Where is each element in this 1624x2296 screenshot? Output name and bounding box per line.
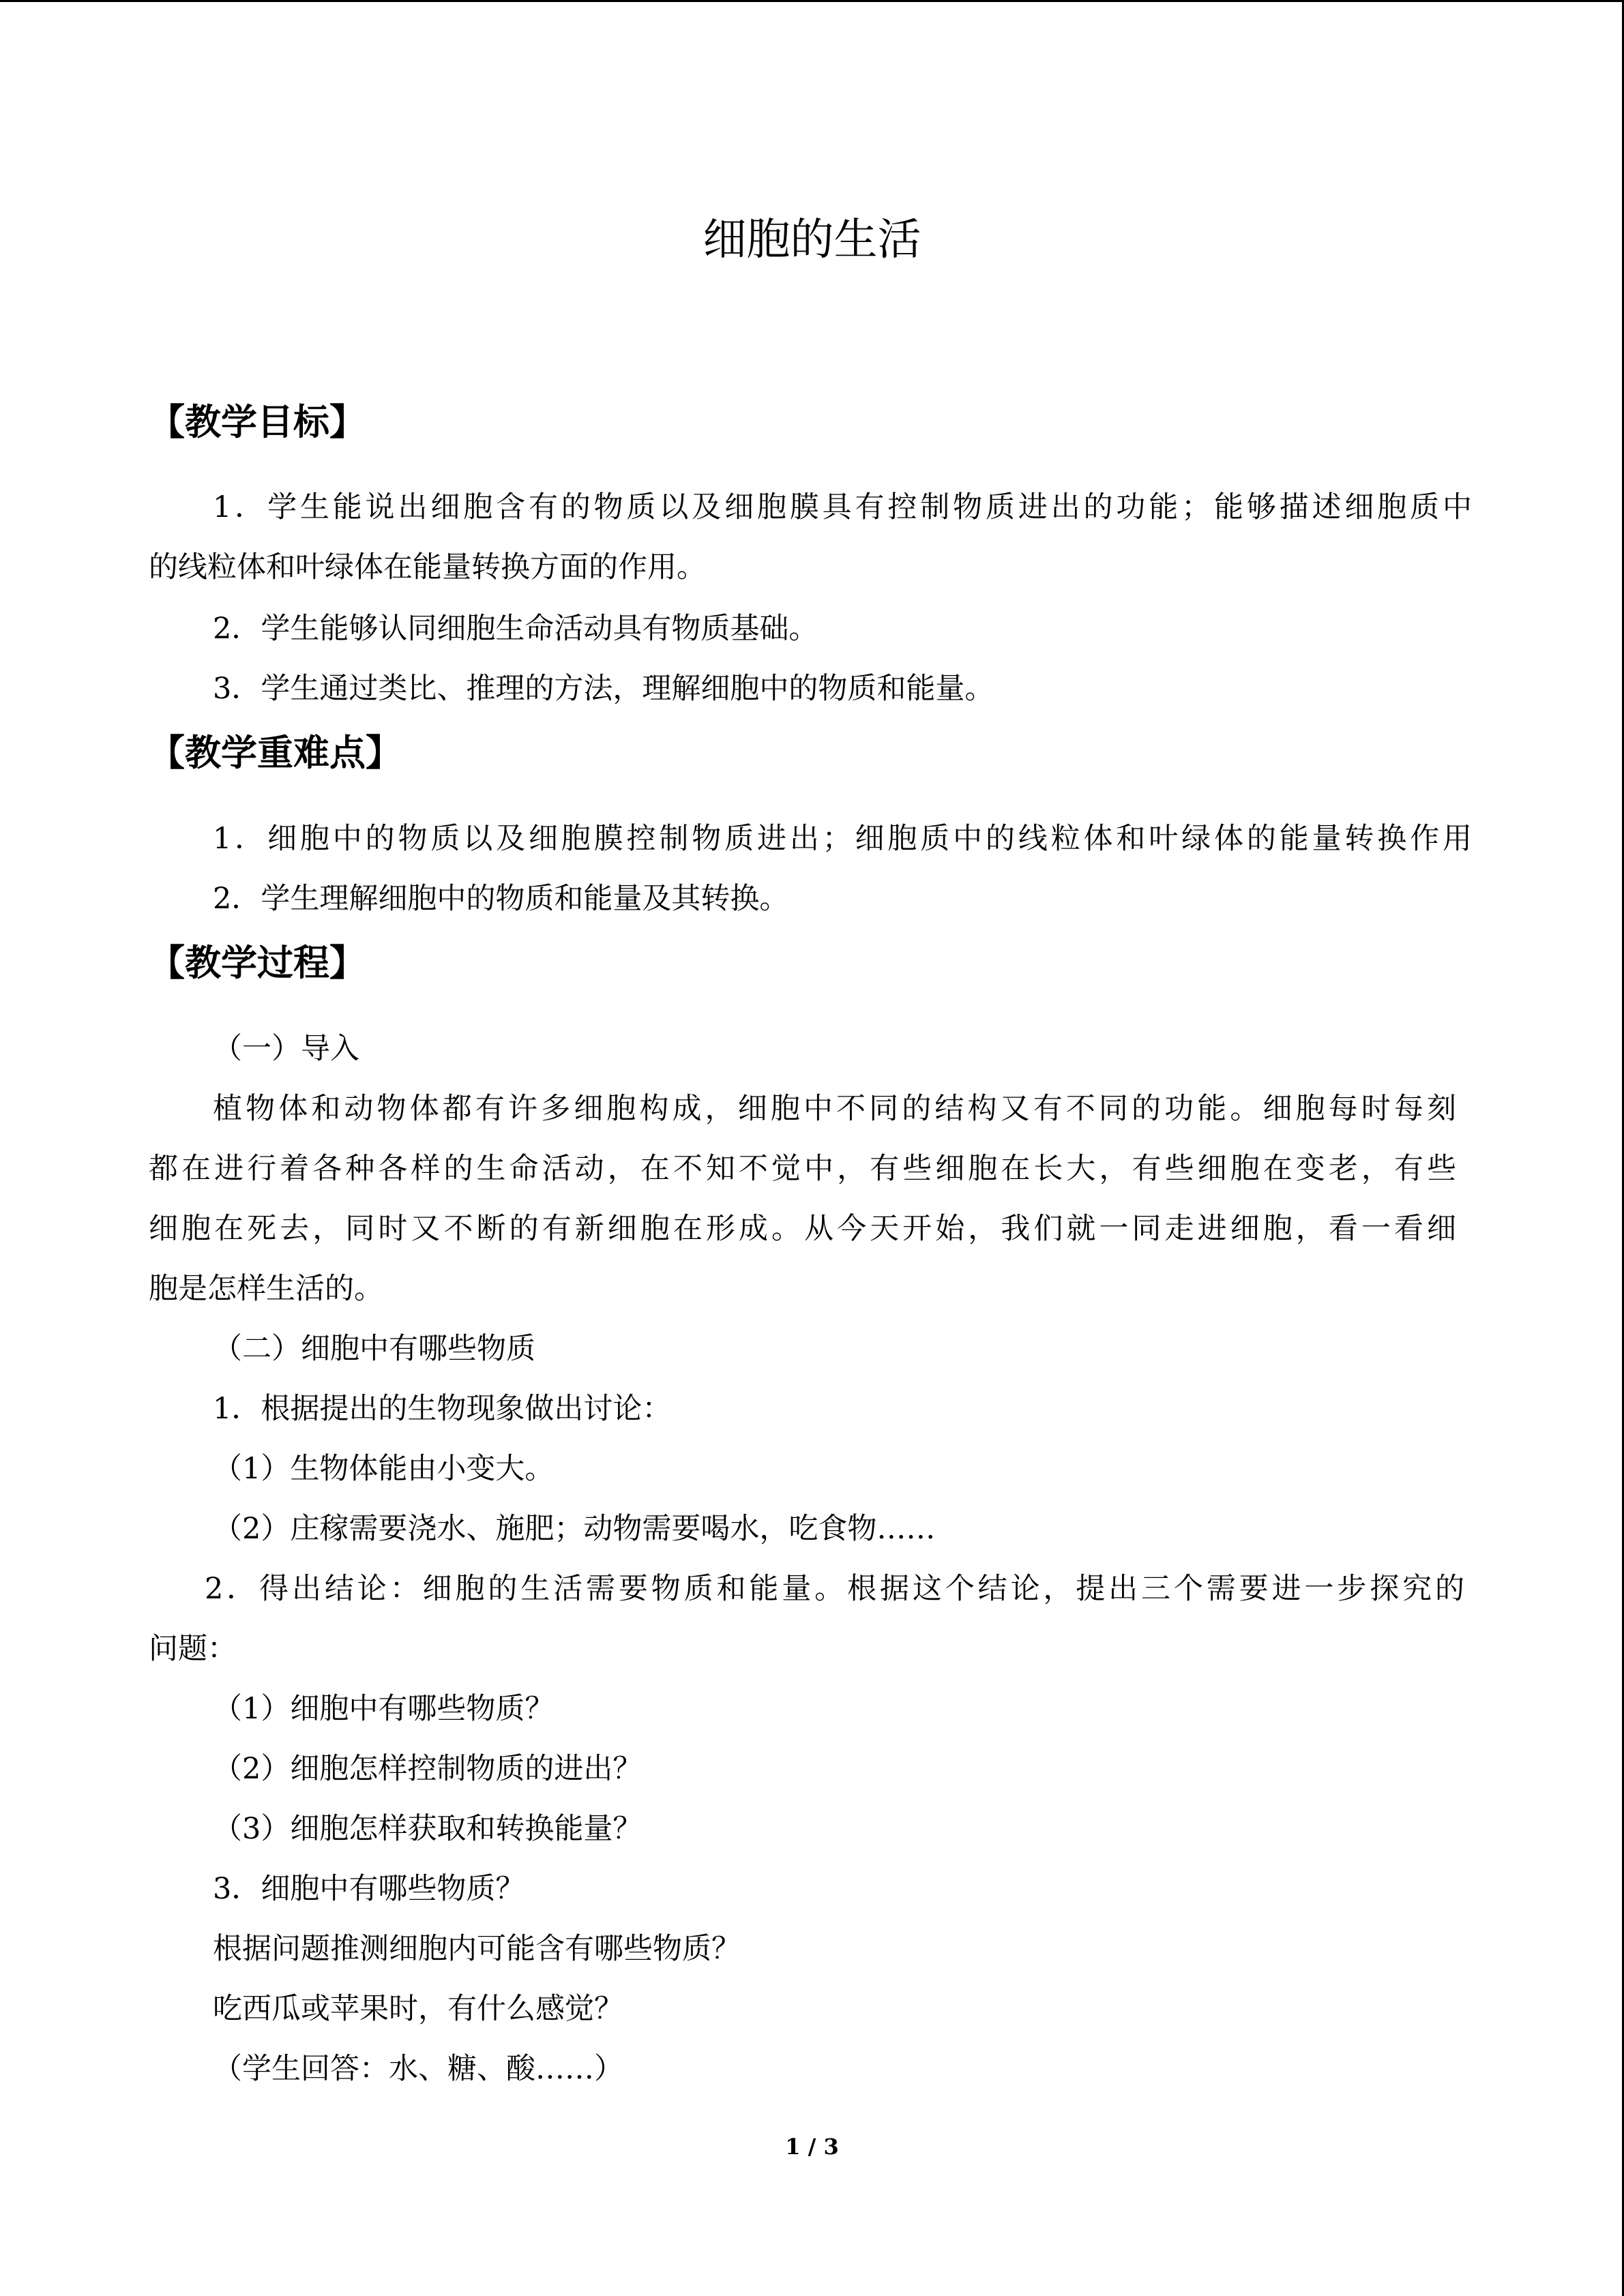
process-line-intro-2: 都在进行着各种各样的生命活动，在不知不觉中，有些细胞在长大，有些细胞在变老，有些 [149,1152,1456,1186]
process-line-discuss-1: （1）生物体能由小变大。 [213,1452,555,1486]
process-line-question-3: （3）细胞怎样获取和转换能量？ [213,1812,643,1846]
goal-line-1-cont: 的线粒体和叶绿体在能量转换方面的作用。 [149,550,706,584]
process-line-intro-1: 植物体和动物体都有许多细胞构成，细胞中不同的结构又有不同的功能。细胞每时每刻 [213,1092,1456,1126]
process-line-substances: 3．细胞中有哪些物质？ [213,1872,525,1906]
page-border-top [0,0,1624,2]
goal-line-2: 2．学生能够认同细胞生命活动具有物质基础。 [213,612,818,646]
page-number: 1 / 3 [785,2134,839,2160]
process-line-sub-heading-2: （二）细胞中有哪些物质 [213,1332,535,1366]
process-line-intro-heading: （一）导入 [213,1032,359,1066]
process-line-conclusion-cont: 问题： [149,1632,237,1666]
key-line-1: 1．细胞中的物质以及细胞膜控制物质进出；细胞质中的线粒体和叶绿体的能量转换作用 [213,822,1472,856]
key-line-2: 2．学生理解细胞中的物质和能量及其转换。 [213,882,789,916]
process-line-feeling: 吃西瓜或苹果时，有什么感觉？ [213,1992,623,2026]
process-line-question-1: （1）细胞中有哪些物质？ [213,1692,555,1726]
document-title: 细胞的生活 [703,215,921,265]
heading-key-points: 【教学重难点】 [149,732,402,774]
goal-line-3: 3．学生通过类比、推理的方法，理解细胞中的物质和能量。 [213,672,994,706]
heading-teaching-goals: 【教学目标】 [149,402,366,443]
goal-line-1: 1．学生能说出细胞含有的物质以及细胞膜具有控制物质进出的功能；能够描述细胞质中 [213,490,1472,524]
heading-teaching-process: 【教学过程】 [149,942,366,984]
process-line-discuss: 1．根据提出的生物现象做出讨论： [213,1392,672,1426]
process-line-question-2: （2）细胞怎样控制物质的进出？ [213,1752,643,1786]
process-line-discuss-2: （2）庄稼需要浇水、施肥；动物需要喝水，吃食物…… [213,1512,936,1546]
process-line-conclusion: 2．得出结论：细胞的生活需要物质和能量。根据这个结论，提出三个需要进一步探究的 [205,1572,1464,1606]
process-line-intro-4: 胞是怎样生活的。 [149,1272,383,1306]
process-line-guess: 根据问题推测细胞内可能含有哪些物质？ [213,1932,741,1966]
process-line-answer: （学生回答：水、糖、酸……） [213,2052,623,2086]
process-line-intro-3: 细胞在死去，同时又不断的有新细胞在形成。从今天开始，我们就一同走进细胞，看一看细 [149,1212,1456,1246]
